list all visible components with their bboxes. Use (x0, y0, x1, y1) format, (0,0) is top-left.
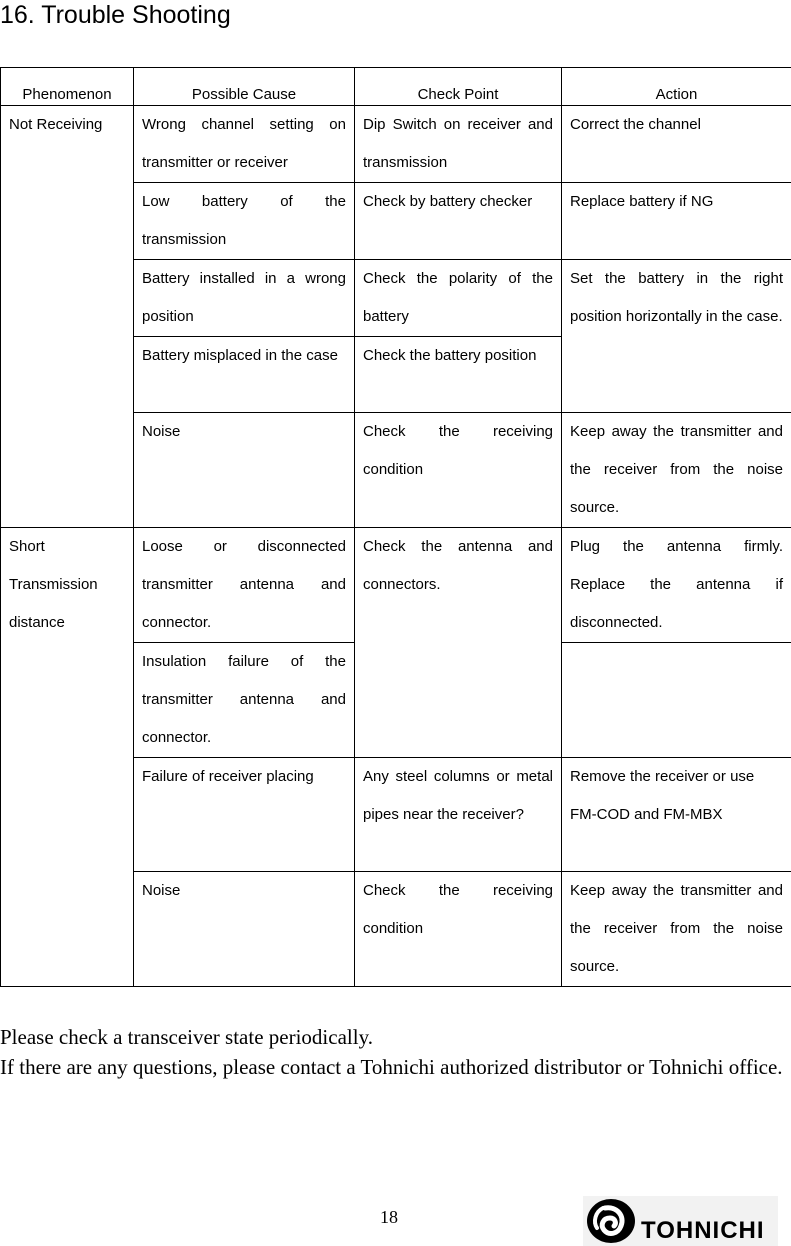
logo-text: TOHNICHI (641, 1217, 765, 1244)
action-cell-empty (562, 643, 791, 758)
header-check-point: Check Point (355, 68, 562, 106)
header-action: Action (562, 68, 791, 106)
page-title: 16. Trouble Shooting (0, 1, 231, 29)
table-header-row (1, 68, 791, 106)
check-cell: Any steel columns or metal pipes near the receiver? (355, 758, 562, 872)
cause-cell: Failure of receiver placing (134, 758, 355, 872)
phenomenon-short-transmission: Short Transmission distance (1, 528, 134, 987)
phenomenon-not-receiving: Not Receiving (1, 106, 134, 528)
cause-cell: Low battery of the transmission (134, 183, 355, 260)
cause-cell: Battery installed in a wrong position (134, 260, 355, 337)
cause-cell: Noise (134, 413, 355, 528)
check-cell: Check the antenna and connectors. (355, 528, 562, 758)
tohnichi-logo (583, 1196, 778, 1246)
cause-cell: Noise (134, 872, 355, 987)
table-row (1, 106, 791, 183)
check-cell: Check the battery position (355, 337, 562, 413)
action-cell: Keep away the transmitter and the receiver from the noise source. (562, 413, 791, 528)
check-cell: Dip Switch on receiver and transmission (355, 106, 562, 183)
action-cell: Correct the channel (562, 106, 791, 183)
action-cell: Set the battery in the right position horizontally in the case. (562, 260, 791, 413)
logo-mark-icon (587, 1199, 635, 1243)
action-cell: Keep away the transmitter and the receiver from the noise source. (562, 872, 791, 987)
table-row (1, 528, 791, 643)
cause-cell: Insulation failure of the transmitter antenna and connector. (134, 643, 355, 758)
check-cell: Check by battery checker (355, 183, 562, 260)
footer-line: If there are any questions, please contact a Tohnichi authorized distributor or Tohnichi office. (0, 1055, 783, 1079)
cause-cell: Battery misplaced in the case (134, 337, 355, 413)
cause-cell: Wrong channel setting on transmitter or receiver (134, 106, 355, 183)
page-number: 18 (380, 1207, 398, 1227)
header-possible-cause: Possible Cause (134, 68, 355, 106)
action-cell: Replace battery if NG (562, 183, 791, 260)
check-cell: Check the receiving condition (355, 872, 562, 987)
header-phenomenon: Phenomenon (1, 68, 134, 106)
footer-notes (0, 1022, 791, 1082)
check-cell: Check the polarity of the battery (355, 260, 562, 337)
cause-cell: Loose or disconnected transmitter antenna and connector. (134, 528, 355, 643)
check-cell: Check the receiving condition (355, 413, 562, 528)
footer-line: Please check a transceiver state periodically. (0, 1025, 373, 1049)
action-cell: Remove the receiver or use FM-COD and FM-MBX (562, 758, 791, 872)
action-cell: Plug the antenna firmly. Replace the antenna if disconnected. (562, 528, 791, 643)
trouble-shooting-table (0, 67, 791, 987)
